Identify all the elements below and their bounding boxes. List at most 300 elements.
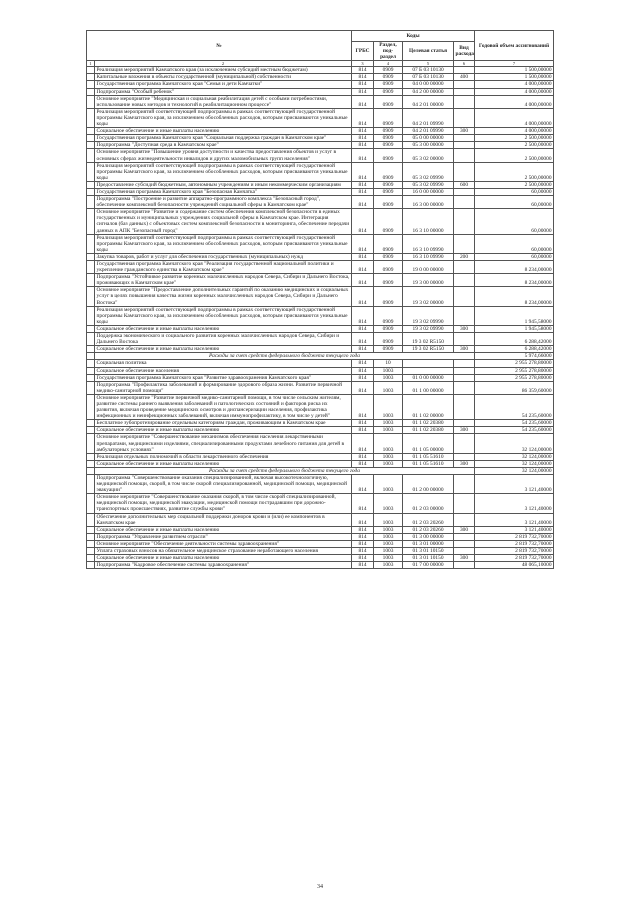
row-number-cell bbox=[87, 88, 95, 95]
table-row bbox=[87, 381, 554, 394]
row-target-article: 01 1 05 51610 bbox=[403, 460, 454, 467]
table-row bbox=[87, 374, 554, 381]
row-sum: 32 124,00000 bbox=[475, 467, 554, 474]
row-sum: 2 819 732,70000 bbox=[475, 548, 554, 555]
row-sum: 4 000,00000 bbox=[475, 88, 554, 95]
row-number-cell bbox=[87, 434, 95, 453]
row-grbs: 814 bbox=[352, 346, 374, 353]
table-row bbox=[87, 360, 554, 367]
row-grbs: 814 bbox=[352, 325, 374, 332]
table-row bbox=[87, 533, 554, 540]
column-index: 5 bbox=[403, 61, 454, 67]
row-expense-type: 300 bbox=[454, 325, 475, 332]
row-section: 0909 bbox=[374, 81, 403, 88]
row-sum: 60,00000 bbox=[475, 196, 554, 209]
row-name: Предоставление субсидий бюджетным, автономным учреждениям и иным некоммерческим организациям bbox=[95, 181, 352, 188]
row-section: 1003 bbox=[374, 434, 403, 453]
table-row bbox=[87, 420, 554, 427]
row-target-article: 01 2 03 20260 bbox=[403, 513, 454, 526]
row-section: 0909 bbox=[374, 135, 403, 142]
row-grbs: 814 bbox=[352, 81, 374, 88]
row-expense-type bbox=[454, 494, 475, 513]
table-row bbox=[87, 142, 554, 149]
row-grbs: 814 bbox=[352, 434, 374, 453]
row-number-cell bbox=[87, 533, 95, 540]
row-sum: 2 955 278,80000 bbox=[475, 374, 554, 381]
row-sum: 5 974,66000 bbox=[475, 353, 554, 360]
row-expense-type bbox=[454, 108, 475, 127]
row-number-cell bbox=[87, 209, 95, 234]
row-sum: 4 000,00000 bbox=[475, 108, 554, 127]
row-section: 0909 bbox=[374, 346, 403, 353]
row-sum: 2 819 732,70000 bbox=[475, 540, 554, 547]
row-number-cell bbox=[87, 381, 95, 394]
row-target-article: 16 3 10 00000 bbox=[403, 209, 454, 234]
row-number-cell bbox=[87, 548, 95, 555]
row-sum: 2 500,00000 bbox=[475, 135, 554, 142]
row-name: Государственная программа Камчатского края "Безопасная Камчатка" bbox=[95, 188, 352, 195]
header-target-article: Целевая статья bbox=[403, 42, 454, 61]
row-grbs: 814 bbox=[352, 149, 374, 162]
row-sum: 8 234,00000 bbox=[475, 287, 554, 306]
row-section: 0909 bbox=[374, 196, 403, 209]
row-target-article: 04 2 00 00000 bbox=[403, 88, 454, 95]
table-row bbox=[87, 188, 554, 195]
row-section: 1003 bbox=[374, 381, 403, 394]
row-number-cell bbox=[87, 196, 95, 209]
table-row bbox=[87, 108, 554, 127]
column-index: 2 bbox=[95, 61, 352, 67]
row-number-cell bbox=[87, 427, 95, 434]
row-name: Подпрограмма "Кадровое обеспечение системы здравоохранения" bbox=[95, 562, 352, 569]
row-name: Капитальные вложения в объекты государственной (муниципальной) собственности bbox=[95, 74, 352, 81]
row-target-article: 16 0 00 00000 bbox=[403, 188, 454, 195]
row-section: 0909 bbox=[374, 306, 403, 325]
row-name: Основное мероприятие "Обеспечение деятельности системы здравоохранения" bbox=[95, 540, 352, 547]
row-sum: 2 500,00000 bbox=[475, 181, 554, 188]
row-expense-type: 300 bbox=[454, 526, 475, 533]
table-row bbox=[87, 253, 554, 260]
row-name: Реализация мероприятий соответствующей подпрограммы в рамках соответствующей государственной программы Камчатского края, за исключением обособленных расходов, которым присваиваются уникальные коды bbox=[95, 306, 352, 325]
table-row bbox=[87, 95, 554, 108]
row-name: Социальное обеспечение и иные выплаты населению bbox=[95, 128, 352, 135]
row-section: 1003 bbox=[374, 494, 403, 513]
row-sum: 2 500,00000 bbox=[475, 142, 554, 149]
row-sum: 8 234,00000 bbox=[475, 261, 554, 274]
table-row bbox=[87, 149, 554, 162]
row-grbs: 814 bbox=[352, 67, 374, 74]
row-expense-type bbox=[454, 261, 475, 274]
row-name: Подпрограмма "Особый ребенок" bbox=[95, 88, 352, 95]
row-section: 0909 bbox=[374, 274, 403, 287]
row-number-cell bbox=[87, 467, 95, 474]
row-expense-type bbox=[454, 306, 475, 325]
row-sum: 3 121,40000 bbox=[475, 494, 554, 513]
row-section: 1003 bbox=[374, 374, 403, 381]
row-number-cell bbox=[87, 346, 95, 353]
row-section: 1003 bbox=[374, 427, 403, 434]
row-name: Реализация мероприятий соответствующей подпрограммы в рамках соответствующей государственной программы Камчатского края, за исключением обособленных расходов, которым присваиваются уникальные коды bbox=[95, 162, 352, 181]
row-name: Подпрограмма "Доступная среда в Камчатском крае" bbox=[95, 142, 352, 149]
row-number-cell bbox=[87, 253, 95, 260]
row-grbs: 814 bbox=[352, 253, 374, 260]
row-expense-type bbox=[454, 287, 475, 306]
row-grbs: 814 bbox=[352, 88, 374, 95]
table-row bbox=[87, 460, 554, 467]
column-index: 3 bbox=[352, 61, 374, 67]
row-section: 0909 bbox=[374, 88, 403, 95]
page-number: 34 bbox=[317, 884, 323, 890]
row-sum: 3 121,40000 bbox=[475, 526, 554, 533]
row-name: Социальная политика bbox=[95, 360, 352, 367]
row-grbs: 814 bbox=[352, 188, 374, 195]
row-name: Подпрограмма "Совершенствование оказания специализированной, включая высокотехнологичную, медицинской помощи, скорой, в том числе скорой специализированной, медицинской помощи, медицинской эвакуации" bbox=[95, 475, 352, 494]
row-expense-type bbox=[454, 188, 475, 195]
row-grbs: 814 bbox=[352, 494, 374, 513]
row-expense-type: 300 bbox=[454, 427, 475, 434]
row-section: 1003 bbox=[374, 420, 403, 427]
row-section: 0909 bbox=[374, 253, 403, 260]
row-sum: 1 945,58000 bbox=[475, 325, 554, 332]
row-sum: 2 500,00000 bbox=[475, 149, 554, 162]
row-section: 1003 bbox=[374, 555, 403, 562]
row-sum: 60,00000 bbox=[475, 209, 554, 234]
note-row bbox=[87, 353, 554, 360]
row-number-cell bbox=[87, 453, 95, 460]
row-target-article: 04 2 01 00000 bbox=[403, 95, 454, 108]
row-grbs: 814 bbox=[352, 287, 374, 306]
row-target-article: 04 2 01 09990 bbox=[403, 128, 454, 135]
row-target-article: 19 0 00 00000 bbox=[403, 261, 454, 274]
row-sum: 60,00000 bbox=[475, 188, 554, 195]
row-name: Подпрограмма "Устойчивое развитие коренных малочисленных народов Севера, Сибири и Дальнего Востока, проживающих в Камчатском крае" bbox=[95, 274, 352, 287]
row-target-article: 01 3 01 10150 bbox=[403, 555, 454, 562]
header-number: № bbox=[87, 31, 352, 61]
row-name: Социальное обеспечение населения bbox=[95, 367, 352, 374]
row-target-article: 19 3 00 00000 bbox=[403, 274, 454, 287]
header-expense-type: Вид расхода bbox=[454, 42, 475, 61]
row-name: Социальное обеспечение и иные выплаты населению bbox=[95, 427, 352, 434]
row-grbs: 814 bbox=[352, 95, 374, 108]
row-number-cell bbox=[87, 274, 95, 287]
row-expense-type bbox=[454, 374, 475, 381]
row-name: Государственная программа Камчатского края "Социальная поддержка граждан в Камчатском крае" bbox=[95, 135, 352, 142]
row-expense-type bbox=[454, 548, 475, 555]
row-number-cell bbox=[87, 135, 95, 142]
row-target-article: 01 7 00 00000 bbox=[403, 562, 454, 569]
column-index: 6 bbox=[454, 61, 475, 67]
row-number-cell bbox=[87, 360, 95, 367]
row-target-article: 01 2 03 00000 bbox=[403, 494, 454, 513]
table-row bbox=[87, 209, 554, 234]
row-sum: 2 955 278,80000 bbox=[475, 367, 554, 374]
row-expense-type: 200 bbox=[454, 253, 475, 260]
row-grbs: 814 bbox=[352, 562, 374, 569]
row-name: Социальное обеспечение и иные выплаты населению bbox=[95, 346, 352, 353]
table-row bbox=[87, 135, 554, 142]
row-section: 1003 bbox=[374, 562, 403, 569]
row-target-article: 01 2 00 00000 bbox=[403, 475, 454, 494]
row-expense-type bbox=[454, 274, 475, 287]
header-section: Раздел, под-раздел bbox=[374, 42, 403, 61]
row-section: 1003 bbox=[374, 367, 403, 374]
row-sum: 32 124,00000 bbox=[475, 453, 554, 460]
row-grbs: 814 bbox=[352, 555, 374, 562]
row-expense-type bbox=[454, 196, 475, 209]
row-number-cell bbox=[87, 306, 95, 325]
row-number-cell bbox=[87, 420, 95, 427]
row-number-cell bbox=[87, 74, 95, 81]
header-annual-sum: Годовой объем ассигнований bbox=[475, 31, 554, 61]
row-sum: 54 235,60000 bbox=[475, 420, 554, 427]
row-number-cell bbox=[87, 261, 95, 274]
row-sum: 4 000,00000 bbox=[475, 128, 554, 135]
row-number-cell bbox=[87, 513, 95, 526]
row-name: Социальное обеспечение и иные выплаты населению bbox=[95, 460, 352, 467]
row-name: Основное мероприятие "Развитие и содержание систем обеспечения комплексной безопасности в единых государственных и муниципальных учреждениях социальной сферы в Камчатском крае. Интеграция сигналов (баз данных) с объектовых систем комплексной безопасности в мониторинга, обеспечение передачи данных в АПК "Безопасный город" bbox=[95, 209, 352, 234]
table-row bbox=[87, 306, 554, 325]
table-row bbox=[87, 453, 554, 460]
row-number-cell bbox=[87, 67, 95, 74]
row-target-article: 19 3 02 09990 bbox=[403, 306, 454, 325]
table-row bbox=[87, 548, 554, 555]
row-expense-type: 300 bbox=[454, 460, 475, 467]
row-number-cell bbox=[87, 367, 95, 374]
row-expense-type bbox=[454, 81, 475, 88]
row-grbs: 814 bbox=[352, 74, 374, 81]
row-expense-type bbox=[454, 475, 475, 494]
table-row bbox=[87, 333, 554, 346]
row-number-cell bbox=[87, 394, 95, 419]
row-target-article: 01 1 00 00000 bbox=[403, 381, 454, 394]
row-name: Поддержка экономического и социального развития коренных малочисленных народов Севера, Сибири и Дальнего Востока bbox=[95, 333, 352, 346]
row-expense-type bbox=[454, 540, 475, 547]
row-number-cell bbox=[87, 540, 95, 547]
row-grbs: 814 bbox=[352, 128, 374, 135]
row-target-article: 01 2 03 20260 bbox=[403, 526, 454, 533]
row-name: Основное мероприятие "Медицинская и социальная реабилитация детей с особыми потребностями, использование новых методов и технологий в реабилитационном процессе" bbox=[95, 95, 352, 108]
table-row bbox=[87, 325, 554, 332]
table-row bbox=[87, 475, 554, 494]
row-grbs: 814 bbox=[352, 360, 374, 367]
row-section: 0909 bbox=[374, 142, 403, 149]
row-grbs: 814 bbox=[352, 181, 374, 188]
row-sum: 60,00000 bbox=[475, 234, 554, 253]
table-row bbox=[87, 81, 554, 88]
row-sum: 54 235,60000 bbox=[475, 427, 554, 434]
table-row bbox=[87, 234, 554, 253]
column-index: 4 bbox=[374, 61, 403, 67]
row-expense-type bbox=[454, 88, 475, 95]
row-sum: 32 124,00000 bbox=[475, 460, 554, 467]
row-grbs: 814 bbox=[352, 475, 374, 494]
row-expense-type bbox=[454, 420, 475, 427]
row-sum: 1 500,00000 bbox=[475, 74, 554, 81]
budget-document bbox=[86, 30, 553, 569]
row-name: Подпрограмма "Управление развитием отрасли" bbox=[95, 533, 352, 540]
row-section: 0909 bbox=[374, 261, 403, 274]
row-section: 1003 bbox=[374, 513, 403, 526]
row-target-article: 04 0 00 00000 bbox=[403, 81, 454, 88]
table-row bbox=[87, 513, 554, 526]
row-section: 1003 bbox=[374, 394, 403, 419]
row-section: 1003 bbox=[374, 475, 403, 494]
row-name: Основное мероприятие "Совершенствование оказания скорой, в том числе скорой специализированной, медицинской помощи, медицинской эвакуации, медицинской помощи пострадавшим при дорожно-транспортных происшествиях, развитие службы крови" bbox=[95, 494, 352, 513]
row-number-cell bbox=[87, 562, 95, 569]
row-expense-type: 300 bbox=[454, 555, 475, 562]
table-row bbox=[87, 526, 554, 533]
row-grbs: 814 bbox=[352, 306, 374, 325]
row-number-cell bbox=[87, 149, 95, 162]
table-row bbox=[87, 181, 554, 188]
note-text: Расходы за счет средств федерального бюджета текущего года bbox=[95, 353, 475, 360]
header-codes: Коды bbox=[352, 31, 475, 42]
row-target-article: 16 3 10 09990 bbox=[403, 253, 454, 260]
row-number-cell bbox=[87, 333, 95, 346]
row-expense-type bbox=[454, 513, 475, 526]
table-row bbox=[87, 287, 554, 306]
row-expense-type bbox=[454, 333, 475, 346]
row-sum: 60,00000 bbox=[475, 253, 554, 260]
row-grbs: 814 bbox=[352, 460, 374, 467]
row-grbs: 814 bbox=[352, 274, 374, 287]
row-section: 1003 bbox=[374, 533, 403, 540]
row-section: 0909 bbox=[374, 287, 403, 306]
row-sum: 54 235,60000 bbox=[475, 394, 554, 419]
row-expense-type bbox=[454, 360, 475, 367]
row-number-cell bbox=[87, 353, 95, 360]
row-target-article: 01 0 00 00000 bbox=[403, 374, 454, 381]
table-row bbox=[87, 196, 554, 209]
row-number-cell bbox=[87, 287, 95, 306]
row-target-article bbox=[403, 367, 454, 374]
table-row bbox=[87, 274, 554, 287]
header-grbs: ГРБС bbox=[352, 42, 374, 61]
row-target-article: 05 3 02 09990 bbox=[403, 162, 454, 181]
row-grbs: 814 bbox=[352, 162, 374, 181]
row-expense-type bbox=[454, 135, 475, 142]
row-expense-type: 300 bbox=[454, 346, 475, 353]
table-row bbox=[87, 540, 554, 547]
row-target-article: 05 3 02 09990 bbox=[403, 181, 454, 188]
table-row bbox=[87, 394, 554, 419]
row-section: 0909 bbox=[374, 95, 403, 108]
row-name: Реализация отдельных полномочий в области лекарственного обеспечения bbox=[95, 453, 352, 460]
row-target-article: 05 3 00 00000 bbox=[403, 142, 454, 149]
row-name: Государственная программа Камчатского края "Развитие здравоохранения Камчатского края" bbox=[95, 374, 352, 381]
row-name: Основное мероприятие "Совершенствование механизмов обеспечения населения лекарственными препаратами, медицинскими изделиями, специализированными продуктами лечебного питания для детей в амбулаторных условиях" bbox=[95, 434, 352, 453]
row-sum: 4 000,00000 bbox=[475, 95, 554, 108]
row-grbs: 814 bbox=[352, 526, 374, 533]
row-grbs: 814 bbox=[352, 513, 374, 526]
row-number-cell bbox=[87, 108, 95, 127]
table-body bbox=[87, 67, 554, 569]
row-grbs: 814 bbox=[352, 108, 374, 127]
row-sum: 6 288,42000 bbox=[475, 346, 554, 353]
table-row bbox=[87, 346, 554, 353]
row-number-cell bbox=[87, 234, 95, 253]
row-target-article: 19 3 02 00000 bbox=[403, 287, 454, 306]
row-target-article: 19 3 02 R5150 bbox=[403, 333, 454, 346]
row-grbs: 814 bbox=[352, 540, 374, 547]
row-section: 0909 bbox=[374, 108, 403, 127]
row-section: 0909 bbox=[374, 128, 403, 135]
row-number-cell bbox=[87, 325, 95, 332]
row-number-cell bbox=[87, 460, 95, 467]
row-target-article: 16 3 00 00000 bbox=[403, 196, 454, 209]
row-name: Обеспечение дополнительных мер социальной поддержки доноров крови и (или) ее компонентов в Камчатском крае bbox=[95, 513, 352, 526]
row-expense-type bbox=[454, 67, 475, 74]
note-text: Расходы за счет средств федерального бюджета текущего года bbox=[95, 467, 475, 474]
row-section: 0909 bbox=[374, 149, 403, 162]
row-target-article: 01 1 02 20380 bbox=[403, 427, 454, 434]
row-target-article: 07 Б 03 10130 bbox=[403, 67, 454, 74]
row-grbs: 814 bbox=[352, 394, 374, 419]
row-grbs: 814 bbox=[352, 367, 374, 374]
row-number-cell bbox=[87, 374, 95, 381]
row-grbs: 814 bbox=[352, 234, 374, 253]
row-expense-type bbox=[454, 162, 475, 181]
row-sum: 3 121,40000 bbox=[475, 513, 554, 526]
row-section: 0909 bbox=[374, 181, 403, 188]
row-expense-type bbox=[454, 367, 475, 374]
row-target-article: 01 3 00 00000 bbox=[403, 533, 454, 540]
table-row bbox=[87, 74, 554, 81]
row-name: Основное мероприятие "Предоставление дополнительных гарантий по оказанию медицинских и социальных услуг в целях повышения качества жизни коренных малочисленных народов Севера, Сибири и Дальнего Востока" bbox=[95, 287, 352, 306]
row-target-article bbox=[403, 360, 454, 367]
row-sum: 1 500,00000 bbox=[475, 67, 554, 74]
row-name: Государственная программа Камчатского края "Семья и дети Камчатки" bbox=[95, 81, 352, 88]
row-grbs: 814 bbox=[352, 209, 374, 234]
row-expense-type bbox=[454, 209, 475, 234]
row-expense-type bbox=[454, 381, 475, 394]
table-row bbox=[87, 67, 554, 74]
row-target-article: 19 3 02 R5150 bbox=[403, 346, 454, 353]
table-row bbox=[87, 261, 554, 274]
row-expense-type bbox=[454, 562, 475, 569]
row-expense-type: 600 bbox=[454, 181, 475, 188]
row-grbs: 814 bbox=[352, 142, 374, 149]
row-name: Социальное обеспечение и иные выплаты населению bbox=[95, 325, 352, 332]
row-name: Закупка товаров, работ и услуг для обеспечения государственных (муниципальных) нужд bbox=[95, 253, 352, 260]
row-sum: 6 288,42000 bbox=[475, 333, 554, 346]
row-number-cell bbox=[87, 475, 95, 494]
row-name: Основное мероприятие "Повышение уровня доступности и качества предоставления объектов и услуг в основных сферах жизнедеятельности инвалидов и других маломобильных групп населения" bbox=[95, 149, 352, 162]
row-number-cell bbox=[87, 494, 95, 513]
row-number-cell bbox=[87, 162, 95, 181]
row-section: 0909 bbox=[374, 188, 403, 195]
row-section: 0909 bbox=[374, 234, 403, 253]
table-row bbox=[87, 162, 554, 181]
row-name: Государственная программа Камчатского края "Реализация государственной национальной политики и укрепление гражданского единства в Камчатском крае" bbox=[95, 261, 352, 274]
row-grbs: 814 bbox=[352, 427, 374, 434]
row-sum: 4 000,00000 bbox=[475, 81, 554, 88]
row-name: Реализация мероприятий соответствующей подпрограммы в рамках соответствующей государственной программы Камчатского края, за исключением обособленных расходов, которым присваиваются уникальные коды bbox=[95, 234, 352, 253]
row-number-cell bbox=[87, 95, 95, 108]
row-grbs: 814 bbox=[352, 374, 374, 381]
row-sum: 2 955 278,80000 bbox=[475, 360, 554, 367]
row-target-article: 07 Б 03 10130 bbox=[403, 74, 454, 81]
row-target-article: 01 3 01 00000 bbox=[403, 540, 454, 547]
row-target-article: 01 1 02 00000 bbox=[403, 394, 454, 419]
row-section: 10 bbox=[374, 360, 403, 367]
table-row bbox=[87, 88, 554, 95]
row-expense-type bbox=[454, 149, 475, 162]
row-grbs: 814 bbox=[352, 533, 374, 540]
row-name: Бесплатное зубопротезирование отдельным категориям граждан, проживающим в Камчатском крае bbox=[95, 420, 352, 427]
row-grbs: 814 bbox=[352, 333, 374, 346]
row-section: 0909 bbox=[374, 67, 403, 74]
